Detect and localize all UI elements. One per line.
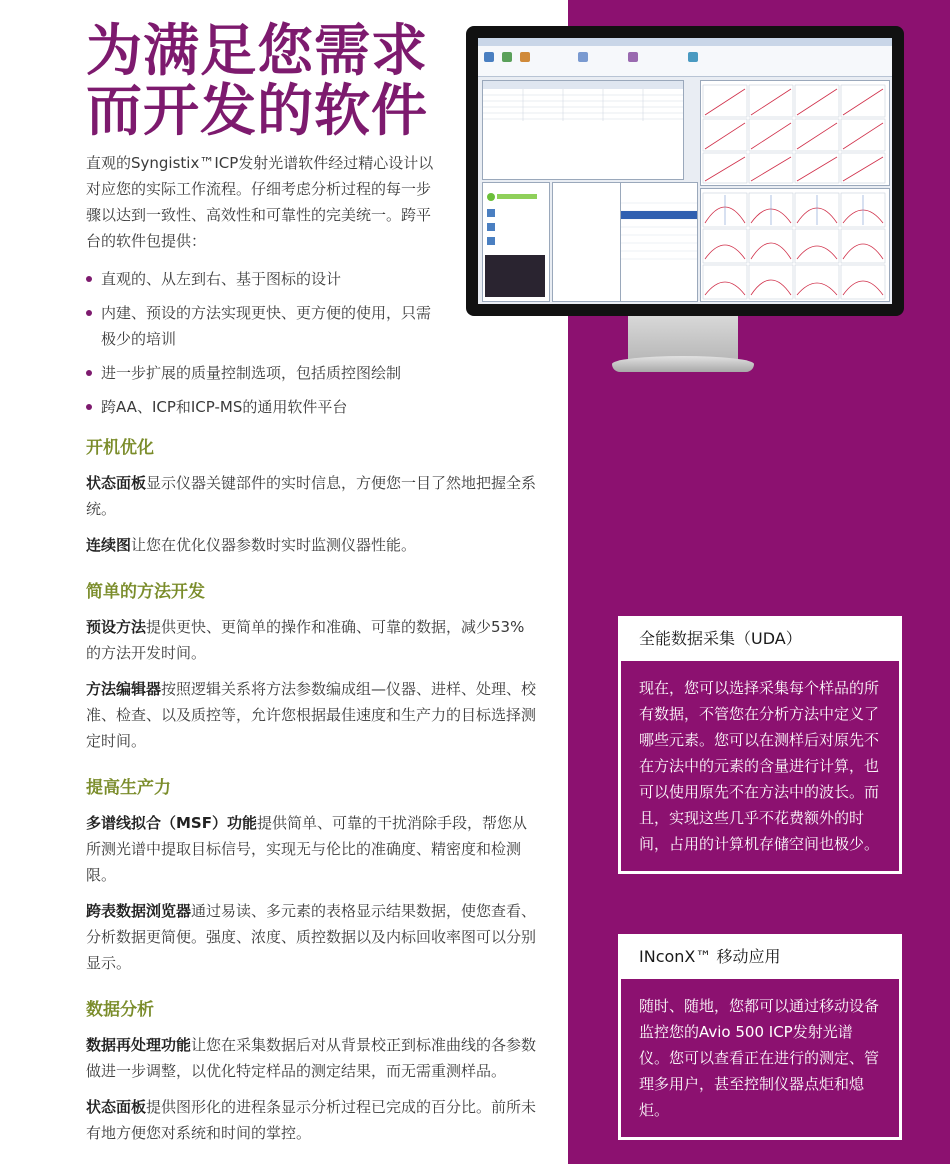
results-table-pane: [482, 80, 684, 180]
section-heading: 简单的方法开发: [86, 582, 205, 602]
inconx-box-body: 随时、随地，您都可以通过移动设备监控您的Avio 500 ICP发射光谱仪。您可以查看正在进行的测定、管理多用户，甚至控制仪器点炬和熄炬。: [621, 979, 899, 1137]
section-productivity: [86, 776, 538, 976]
paragraph: [86, 676, 538, 754]
list-item: [86, 360, 436, 386]
paragraph: [86, 810, 538, 888]
spectra-graphic: [701, 189, 889, 301]
list-item: [86, 394, 436, 420]
results-table-graphic: [483, 81, 683, 179]
paragraph-text: 通过易读、多元素的表格显示结果数据，使您查看、分析数据更简便。强度、浓度、质控数据以及内标回收率图可以分别显示。: [86, 902, 537, 972]
page-title: [86, 19, 466, 144]
toolbar-icon: [484, 52, 494, 62]
sample-list-pane: [620, 182, 698, 302]
paragraph: [86, 470, 538, 522]
calibration-curves-pane: [700, 80, 890, 186]
section-data-analysis: [86, 998, 538, 1146]
toolbar-icon: [520, 52, 530, 62]
toolbar-icon: [628, 52, 638, 62]
bullet-dot: [86, 404, 92, 410]
section-heading: 数据分析: [86, 1000, 154, 1020]
paragraph: [86, 1094, 538, 1146]
intro-text: 直观的Syngistix™ICP发射光谱软件经过精心设计以对应您的实际工作流程。仔细考虑分析过程的每一步骤以达到一致性、高效性和可靠性的完美统一。跨平台的软件包提供：: [86, 154, 434, 250]
paragraph-term: 预设方法: [86, 618, 147, 636]
paragraph-term: 跨表数据浏览器: [86, 902, 192, 920]
bullet-dot: [86, 370, 92, 376]
list-item: [86, 266, 436, 292]
list-item-text: 内建、预设的方法实现更快、更方便的使用，只需极少的培训: [101, 304, 432, 348]
feature-list: [86, 266, 436, 420]
paragraph-text: 显示仪器关键部件的实时信息，方便您一目了然地把握全系统。: [86, 474, 537, 518]
paragraph-term: 数据再处理功能: [86, 1036, 192, 1054]
bullet-dot: [86, 310, 92, 316]
section-heading: 开机优化: [86, 438, 154, 458]
spectral-display-pane: [700, 188, 890, 302]
paragraph-text: 按照逻辑关系将方法参数编成组—仪器、进样、处理、校准、检查、以及质控等，允许您根据最佳速度和生产力的目标选择测定时间。: [86, 680, 537, 750]
inconx-box-heading: INconX™ 移动应用: [639, 947, 781, 966]
paragraph: [86, 898, 538, 976]
uda-info-box: [618, 616, 902, 874]
toolbar-icon: [502, 52, 512, 62]
list-item: [86, 300, 436, 352]
paragraph-text: 让您在采集数据后对从背景校正到标准曲线的各参数做进一步调整，以优化特定样品的测定结果，而无需重测样品。: [86, 1036, 537, 1080]
title-line-2: 而开发的软件: [86, 79, 428, 144]
monitor-illustration: [466, 26, 904, 316]
uda-box-heading: 全能数据采集（UDA）: [639, 629, 802, 648]
paragraph-text: 提供更快、更简单的操作和准确、可靠的数据，减少53%的方法开发时间。: [86, 618, 525, 662]
paragraph-term: 状态面板: [86, 474, 147, 492]
inconx-info-box: [618, 934, 902, 1140]
paragraph-term: 多谱线拟合（MSF）功能: [86, 814, 257, 832]
status-panel-pane: [482, 182, 550, 302]
paragraph-text: 提供简单、可靠的干扰消除手段，帮您从所测光谱中提取目标信号，实现无与伦比的准确度、精密度和检测限。: [86, 814, 527, 884]
list-item-text: 进一步扩展的质量控制选项，包括质控图绘制: [101, 364, 402, 382]
software-screenshot: [478, 38, 892, 304]
feature-sections: [86, 436, 538, 1168]
window-titlebar: [478, 38, 892, 46]
torch-camera-view: [485, 255, 545, 297]
section-heading: 提高生产力: [86, 778, 171, 798]
list-item-text: 直观的、从左到右、基于图标的设计: [101, 270, 342, 288]
calibration-curves-graphic: [701, 81, 889, 185]
status-indicators: [483, 183, 549, 253]
list-item-text: 跨AA、ICP和ICP-MS的通用软件平台: [101, 398, 348, 416]
paragraph-term: 连续图: [86, 536, 132, 554]
ribbon-toolbar: [478, 46, 892, 77]
paragraph-text: 让您在优化仪器参数时实时监测仪器性能。: [131, 536, 417, 554]
paragraph-term: 方法编辑器: [86, 680, 162, 698]
paragraph-text: 提供图形化的进程条显示分析过程已完成的百分比。前所未有地方便您对系统和时间的掌控。: [86, 1098, 537, 1142]
toolbar-icon: [688, 52, 698, 62]
paragraph: [86, 1032, 538, 1084]
bullet-dot: [86, 276, 92, 282]
paragraph: [86, 614, 538, 666]
intro-block: [86, 150, 436, 428]
paragraph-term: 状态面板: [86, 1098, 147, 1116]
toolbar-icon: [578, 52, 588, 62]
monitor-stand-neck: [628, 316, 738, 360]
monitor-stand-base: [612, 356, 754, 372]
section-method-development: [86, 580, 538, 754]
title-line-1: 为满足您需求: [86, 19, 428, 84]
sample-list-graphic: [621, 183, 697, 301]
section-startup-optimization: [86, 436, 538, 558]
paragraph: [86, 532, 538, 558]
uda-box-body: 现在，您可以选择采集每个样品的所有数据，不管您在分析方法中定义了哪些元素。您可以在测样后对原先不在方法中的元素的含量进行计算，也可以使用原先不在方法中的波长。而且，实现这些几乎不花费额外的时间，占用的计算机存储空间也极少。: [621, 661, 899, 871]
